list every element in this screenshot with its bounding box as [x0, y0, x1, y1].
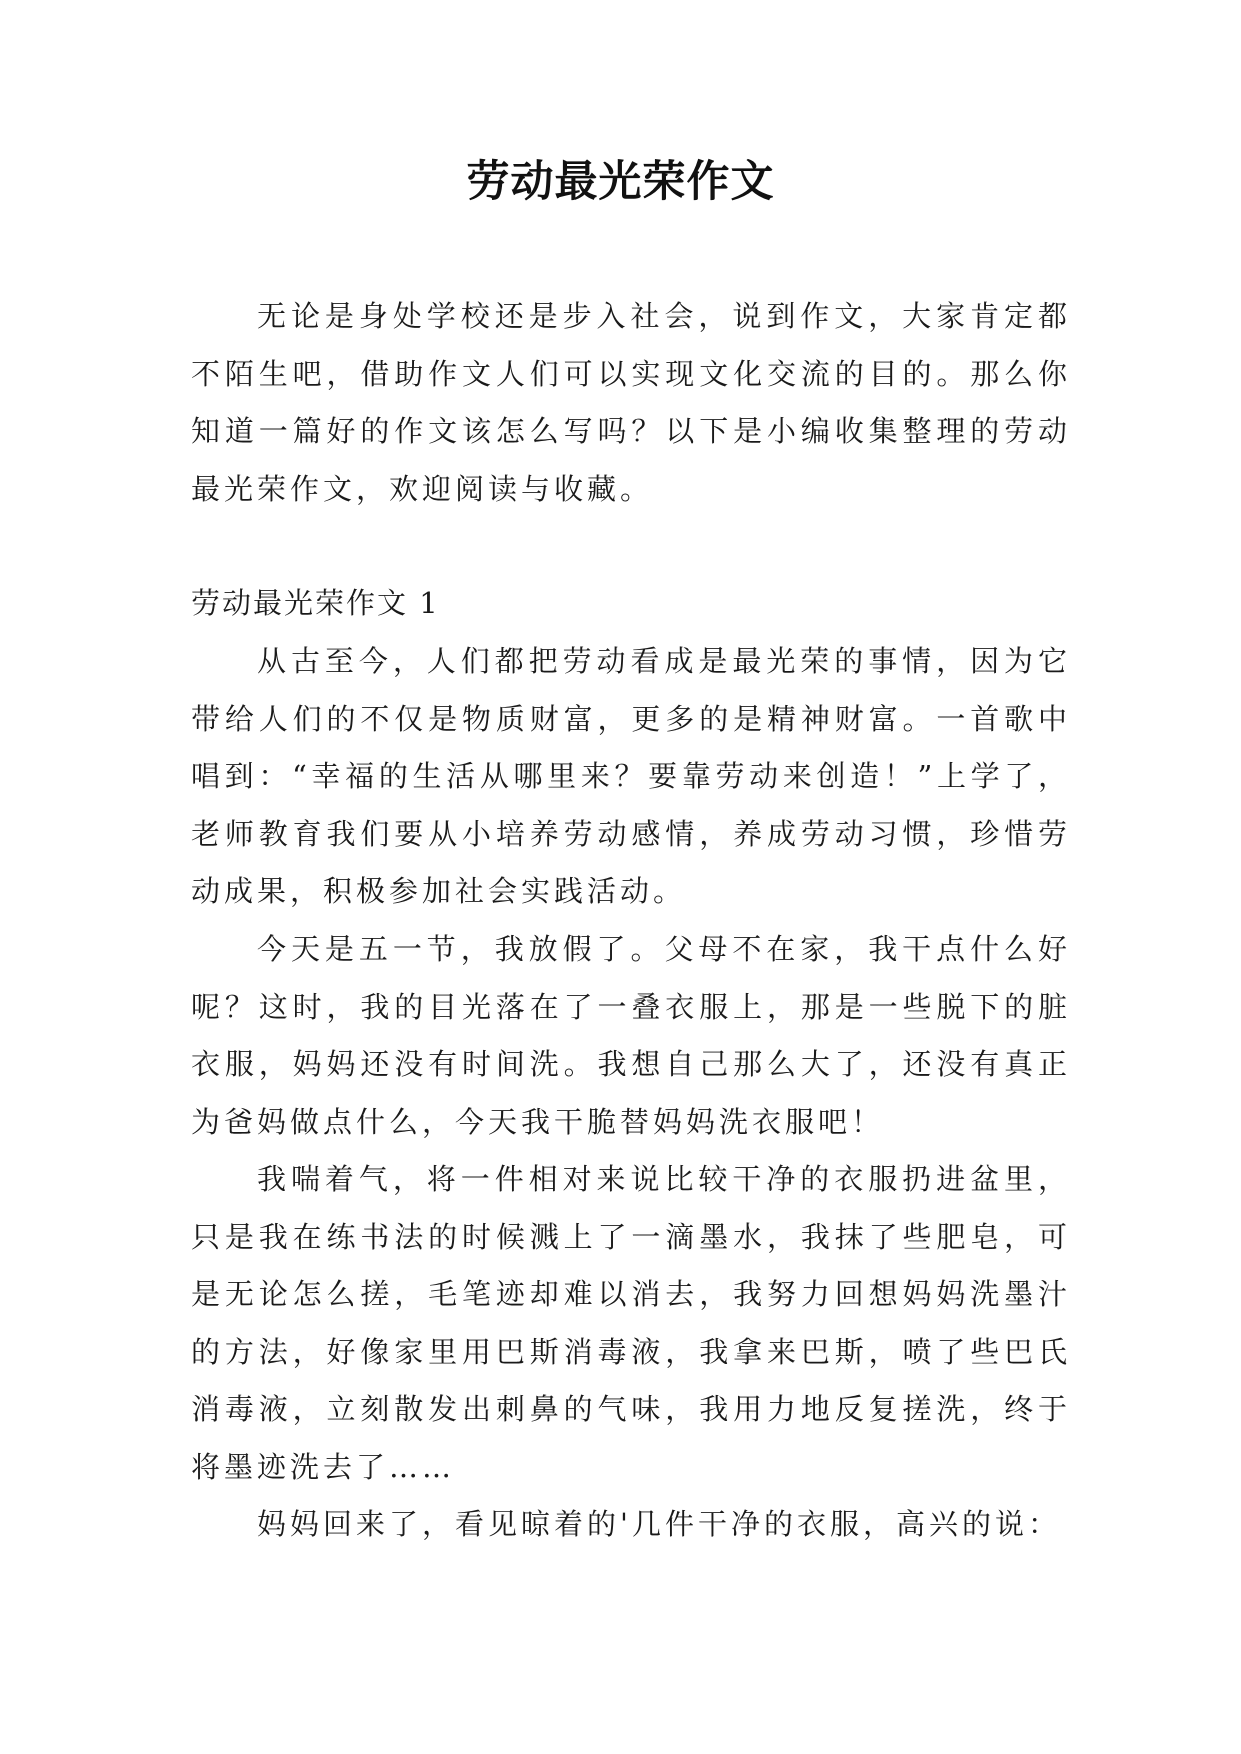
body-paragraph: 我喘着气，将一件相对来说比较干净的衣服扔进盆里，只是我在练书法的时候溅上了一滴墨水，我抹了些肥皂，可是无论怎么搓，毛笔迹却难以消去，我努力回想妈妈洗墨汁的方法，好像家里用巴斯消毒液，我拿来巴斯，喷了些巴氏消毒液，立刻散发出刺鼻的气味，我用力地反复搓洗，终于将墨迹洗去了…… — [191, 1162, 1071, 1484]
section-heading: 劳动最光荣作文 1 — [191, 586, 440, 620]
body-paragraph: 今天是五一节，我放假了。父母不在家，我干点什么好呢？这时，我的目光落在了一叠衣服上，那是一些脱下的脏衣服，妈妈还没有时间洗。我想自己那么大了，还没有真正为爸妈做点什么，今天我干脆替妈妈洗衣服吧！ — [191, 932, 1071, 1139]
document-title: 劳动最光荣作文 — [466, 157, 775, 207]
body-paragraph: 妈妈回来了，看见晾着的'几件干净的衣服，高兴的说： — [257, 1507, 1061, 1541]
body-paragraph: 从古至今，人们都把劳动看成是最光荣的事情，因为它带给人们的不仅是物质财富，更多的是精神财富。一首歌中唱到：“幸福的生活从哪里来？要靠劳动来创造！”上学了，老师教育我们要从小培养劳动感情，养成劳动习惯，珍惜劳动成果，积极参加社会实践活动。 — [191, 644, 1071, 908]
intro-paragraph: 无论是身处学校还是步入社会，说到作文，大家肯定都不陌生吧，借助作文人们可以实现文化交流的目的。那么你知道一篇好的作文该怎么写吗？以下是小编收集整理的劳动最光荣作文，欢迎阅读与收藏。 — [191, 299, 1071, 506]
